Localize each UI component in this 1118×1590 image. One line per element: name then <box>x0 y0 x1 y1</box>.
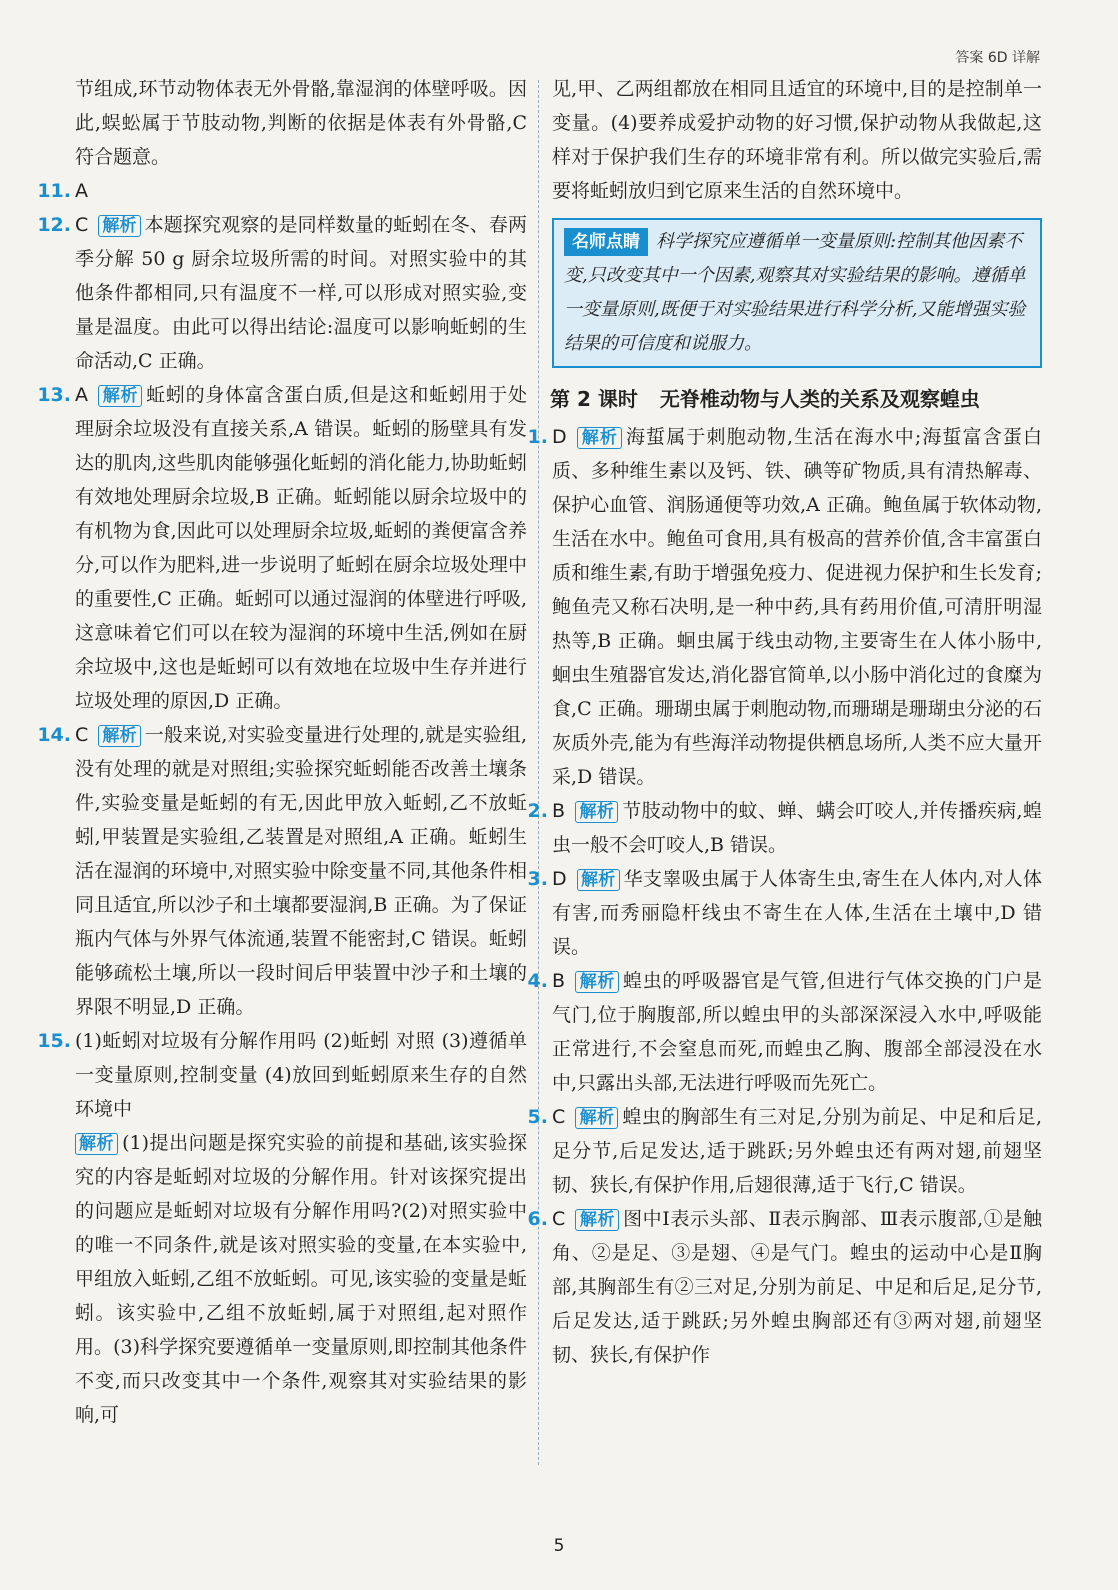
item-number: 14. <box>37 724 71 746</box>
item-answer: B <box>552 800 566 822</box>
item-answer: D <box>552 868 567 890</box>
answer-item-12 <box>37 208 527 378</box>
answer-item-13 <box>37 378 528 718</box>
item-number: 2. <box>527 800 548 822</box>
item-analysis: 蝗虫的胸部生有三对足,分别为前足、中足和后足,足分节,后足发达,适于跳跃;另外蝗虫还有两对翅,前翅坚韧、狭长,有保护作用,后翅很薄,适于飞行,C 错误。 <box>552 1106 1042 1196</box>
analysis-tag: 解析 <box>575 801 618 823</box>
teacher-tip-box <box>552 218 1042 368</box>
item-answer: C <box>75 214 89 236</box>
item-analysis: (1)提出问题是探究实验的前提和基础,该实验探究的内容是蚯蚓对垃圾的分解作用。针对该探究提出的问题应是蚯蚓对垃圾有分解作用吗?(2)对照实验中的唯一不同条件,就是该对照实验的变量,在本实验中,甲组放入蚯蚓,乙组不放蚯蚓。可见,该实验的变量是蚯蚓。该实验中,乙组不放蚯蚓,属于对照组,起对照作用。(3)科学探究要遵循单一变量原则,即控制其他条件不变,而只改变其中一个条件,观察其对实验结果的影响,可 <box>75 1132 527 1426</box>
column-divider <box>538 80 539 1465</box>
item-number: 5. <box>527 1106 548 1128</box>
item-analysis: 华支睾吸虫属于人体寄生虫,寄生在人体内,对人体有害,而秀丽隐杆线虫不寄生在人体,生活在土壤中,D 错误。 <box>552 868 1042 958</box>
answer-item-3 <box>527 862 1042 964</box>
answer-item-11 <box>37 174 527 208</box>
right-column <box>527 72 1043 1372</box>
item-number: 11. <box>37 180 71 202</box>
analysis-tag: 解析 <box>575 971 619 993</box>
item-answer: C <box>75 724 89 746</box>
item-answer: A <box>75 384 88 406</box>
left-column <box>37 72 528 1432</box>
item-answer: C <box>552 1208 566 1230</box>
item-analysis: 图中Ⅰ表示头部、Ⅱ表示胸部、Ⅲ表示腹部,①是触角、②是足、③是翅、④是气门。蝗虫的运动中心是Ⅱ胸部,其胸部生有②三对足,分别为前足、中足和后足,足分节,后足发达,适于跳跃;另外蝗虫胸部还有③两对翅,前翅坚韧、狭长,有保护作 <box>552 1208 1042 1366</box>
item-analysis: 蚯蚓的身体富含蛋白质,但是这和蚯蚓用于处理厨余垃圾没有直接关系,A 错误。蚯蚓的肠壁具有发达的肌肉,这些肌肉能够强化蚯蚓的消化能力,协助蚯蚓有效地处理厨余垃圾,B 正确。蚯蚓能以厨余垃圾中的有机物为食,因此可以处理厨余垃圾,蚯蚓的粪便富含养分,可以作为肥料,进一步说明了蚯蚓在厨余垃圾处理中的重要性,C 正确。蚯蚓可以通过湿润的体壁进行呼吸,这意味着它们可以在较为湿润的环境中生活,例如在厨余垃圾中,这也是蚯蚓可以有效地在垃圾中生存并进行垃圾处理的原因,D 正确。 <box>75 384 528 712</box>
item-number: 6. <box>527 1208 548 1230</box>
lesson-heading <box>550 382 1042 416</box>
answer-item-1 <box>527 420 1043 794</box>
item-number: 13. <box>37 384 71 406</box>
analysis-tag: 解析 <box>575 1209 619 1231</box>
item-analysis: 一般来说,对实验变量进行处理的,就是实验组,没有处理的就是对照组;实验探究蚯蚓能否改善土壤条件,实验变量是蚯蚓的有无,因此甲放入蚯蚓,乙不放蚯蚓,甲装置是实验组,乙装置是对照组,A 正确。蚯蚓生活在湿润的环境中,对照实验中除变量不同,其他条件相同且适宜,所以沙子和土壤都要湿润,B 正确。为了保证瓶内气体与外界气体流通,装置不能密封,C 错误。蚯蚓能够疏松土壤,所以一段时间后甲装置中沙子和土壤的界限不明显,D 正确。 <box>75 724 527 1018</box>
analysis-tag: 解析 <box>98 725 140 747</box>
item-number: 15. <box>37 1030 71 1052</box>
answer-item-15 <box>37 1024 527 1432</box>
answer-item-2 <box>527 794 1042 862</box>
item-answer: D <box>552 426 567 448</box>
item-number: 12. <box>37 214 71 236</box>
analysis-tag: 解析 <box>577 427 622 449</box>
item-answer: B <box>552 970 566 992</box>
item-answer: C <box>552 1106 566 1128</box>
analysis-tag: 解析 <box>575 1107 618 1129</box>
analysis-tag: 解析 <box>98 215 140 237</box>
page-header: 答案 6D 详解 <box>955 50 1040 66</box>
item-answers: (1)蚯蚓对垃圾有分解作用吗 (2)蚯蚓 对照 (3)遵循单一变量原则,控制变量 (4)放回到蚯蚓原来生存的自然环境中 <box>75 1030 527 1120</box>
right-continuation: 见,甲、乙两组都放在相同且适宜的环境中,目的是控制单一变量。(4)要养成爱护动物的好习惯,保护动物从我做起,这样对于保护我们生存的环境非常有利。所以做完实验后,需要将蚯蚓放归到它原来生活的自然环境中。 <box>552 78 1042 202</box>
analysis-tag: 解析 <box>75 1133 118 1155</box>
item-analysis: 本题探究观察的是同样数量的蚯蚓在冬、春两季分解 50 g 厨余垃圾所需的时间。对照实验中的其他条件都相同,只有温度不一样,可以形成对照实验,变量是温度。由此可以得出结论:温度可以影响蚯蚓的生命活动,C 正确。 <box>75 214 527 372</box>
answer-item-6 <box>527 1202 1042 1372</box>
answer-item-5 <box>527 1100 1042 1202</box>
item-analysis: 海蜇属于刺胞动物,生活在海水中;海蜇富含蛋白质、多种维生素以及钙、铁、碘等矿物质,具有清热解毒、保护心血管、润肠通便等功效,A 正确。鲍鱼属于软体动物,生活在水中。鲍鱼可食用,具有极高的营养价值,含丰富蛋白质和维生素,有助于增强免疫力、促进视力保护和生长发育;鲍鱼壳又称石决明,是一种中药,具有药用价值,可清肝明湿热等,B 正确。蛔虫属于线虫动物,主要寄生在人体小肠中,蛔虫生殖器官发达,消化器官简单,以小肠中消化过的食糜为食,C 正确。珊瑚虫属于刺胞动物,而珊瑚是珊瑚虫分泌的石灰质外壳,能为有些海洋动物提供栖息场所,人类不应大量开采,D 错误。 <box>552 426 1043 788</box>
item-number: 3. <box>527 868 548 890</box>
answer-item-14 <box>37 718 527 1024</box>
item-number: 4. <box>527 970 548 992</box>
tip-text: 科学探究应遵循单一变量原则:控制其他因素不变,只改变其中一个因素,观察其对实验结果的影响。遵循单一变量原则,既便于对实验结果进行科学分析,又能增强实验结果的可信度和说服力。 <box>564 231 1026 354</box>
page-number: 5 <box>553 1536 565 1556</box>
tip-label: 名师点睛 <box>564 228 648 256</box>
answer-item-4 <box>527 964 1043 1100</box>
analysis-tag: 解析 <box>98 385 142 407</box>
left-intro: 节组成,环节动物体表无外骨骼,靠湿润的体壁呼吸。因此,蜈蚣属于节肢动物,判断的依据是体表有外骨骼,C 符合题意。 <box>75 78 527 168</box>
item-analysis: 节肢动物中的蚊、蝉、螨会叮咬人,并传播疾病,蝗虫一般不会叮咬人,B 错误。 <box>552 800 1042 856</box>
item-answer: A <box>75 180 88 202</box>
lesson-title: 无脊椎动物与人类的关系及观察蝗虫 <box>659 387 980 411</box>
lesson-number: 第 2 课时 <box>550 387 638 411</box>
item-number: 1. <box>527 426 548 448</box>
analysis-tag: 解析 <box>577 869 620 891</box>
item-analysis: 蝗虫的呼吸器官是气管,但进行气体交换的门户是气门,位于胸腹部,所以蝗虫甲的头部深深浸入水中,呼吸能正常进行,不会窒息而死,而蝗虫乙胸、腹部全部浸没在水中,只露出头部,无法进行呼吸而先死亡。 <box>552 970 1043 1094</box>
